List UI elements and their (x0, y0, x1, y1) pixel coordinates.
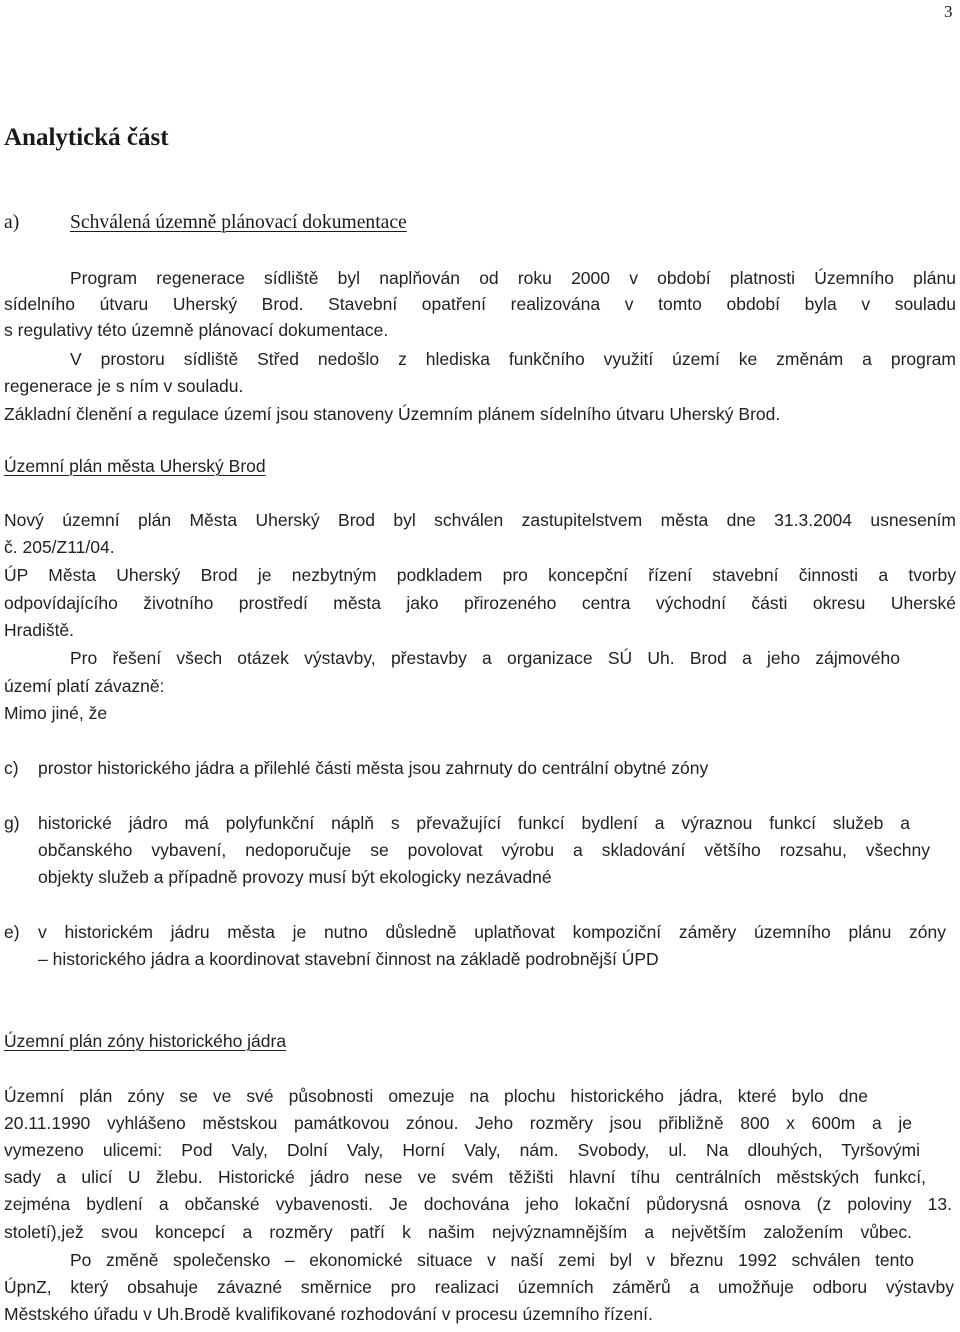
paragraph-line: 20.11.1990 vyhlášeno městskou památkovou zónou. Jeho rozměry jsou přibližně 800 x 600m a je (4, 1113, 912, 1133)
paragraph-line: č. 205/Z11/04. (4, 537, 115, 557)
list-item-line: v historickém jádru města je nutno důsledně uplatňovat kompoziční záměry územního plánu zóny (38, 922, 946, 942)
paragraph-line: sady a ulicí U žlebu. Historické jádro nese ve svém těžišti hlavní tíhu centrálních městských funkcí, (4, 1167, 926, 1187)
paragraph-line: území platí závazně: (4, 676, 165, 696)
heading-uzemni-plan-zony: Územní plán zóny historického jádra (4, 1031, 287, 1051)
paragraph-line: století),jež svou koncepcí a rozměry patří k našim nejvýznamnějším a největším založením vůbec. (4, 1222, 912, 1242)
paragraph-line: ÚP Města Uherský Brod je nezbytným podkladem pro koncepční řízení stavební činnosti a tvorby (4, 565, 956, 585)
list-item-line: objekty služeb a případně provozy musí být ekologicky nezávadné (38, 867, 552, 887)
list-item-line: historické jádro má polyfunkční náplň s převažující funkcí bydlení a výraznou funkcí služeb a (38, 813, 910, 833)
subsection-a-title: Schválená územně plánovací dokumentace (70, 212, 407, 233)
paragraph-line: Po změně společensko – ekonomické situace v naší zemi byl v březnu 1992 schválen tento (70, 1250, 914, 1270)
paragraph-line: Územní plán zóny se ve své působnosti omezuje na plochu historického jádra, které bylo dne (4, 1086, 868, 1106)
paragraph-line: Nový územní plán Města Uherský Brod byl schválen zastupitelstvem města dne 31.3.2004 usnesením (4, 510, 956, 530)
section-title: Analytická část (4, 124, 169, 151)
list-item-marker: g) (4, 813, 20, 833)
list-item-marker: c) (4, 758, 19, 778)
subsection-a-marker: a) (4, 212, 20, 233)
paragraph-line: ÚpnZ, který obsahuje závazné směrnice pro realizaci územních záměrů a umožňuje odboru výstavby (4, 1277, 954, 1297)
paragraph-line: Program regenerace sídliště byl naplňován od roku 2000 v období platnosti Územního plánu (70, 268, 956, 288)
paragraph-line: Hradiště. (4, 620, 75, 640)
heading-uzemni-plan-mesta: Územní plán města Uherský Brod (4, 456, 266, 476)
paragraph-line: s regulativy této územně plánovací dokumentace. (4, 320, 389, 340)
paragraph-line: zejména bydlení a občanské vybavenosti. Je dochována jeho lokační půdorysná osnova (z poloviny 13. (4, 1194, 952, 1214)
paragraph-line: vymezeno ulicemi: Pod Valy, Dolní Valy, Horní Valy, nám. Svobody, ul. Na dlouhých, Tyršovými (4, 1140, 920, 1160)
paragraph-line: Pro řešení všech otázek výstavby, přestavby a organizace SÚ Uh. Brod a jeho zájmového (70, 648, 900, 668)
paragraph-line: Městského úřadu v Uh.Brodě kvalifikované rozhodování v procesu územního řízení. (4, 1304, 653, 1324)
list-item-line: – historického jádra a koordinovat stavební činnost na základě podrobnější ÚPD (38, 949, 659, 969)
paragraph-line: sídelního útvaru Uherský Brod. Stavební opatření realizována v tomto období byla v souladu (4, 294, 956, 314)
paragraph-line: regenerace je s ním v souladu. (4, 376, 244, 396)
list-item-marker: e) (4, 922, 20, 942)
paragraph-line: odpovídajícího životního prostředí města jako přirozeného centra východní části okresu Uherské (4, 593, 956, 613)
list-item-line: občanského vybavení, nedoporučuje se povolovat výrobu a skladování většího rozsahu, všechny (38, 840, 930, 860)
page-number: 3 (944, 2, 953, 21)
paragraph-line: V prostoru sídliště Střed nedošlo z hlediska funkčního využití území ke změnám a program (70, 349, 956, 369)
paragraph-line: Mimo jiné, že (4, 703, 108, 723)
list-item-line: prostor historického jádra a přilehlé části města jsou zahrnuty do centrální obytné zóny (38, 758, 709, 778)
paragraph-line: Základní členění a regulace území jsou stanoveny Územním plánem sídelního útvaru Uherský Brod. (4, 404, 781, 424)
